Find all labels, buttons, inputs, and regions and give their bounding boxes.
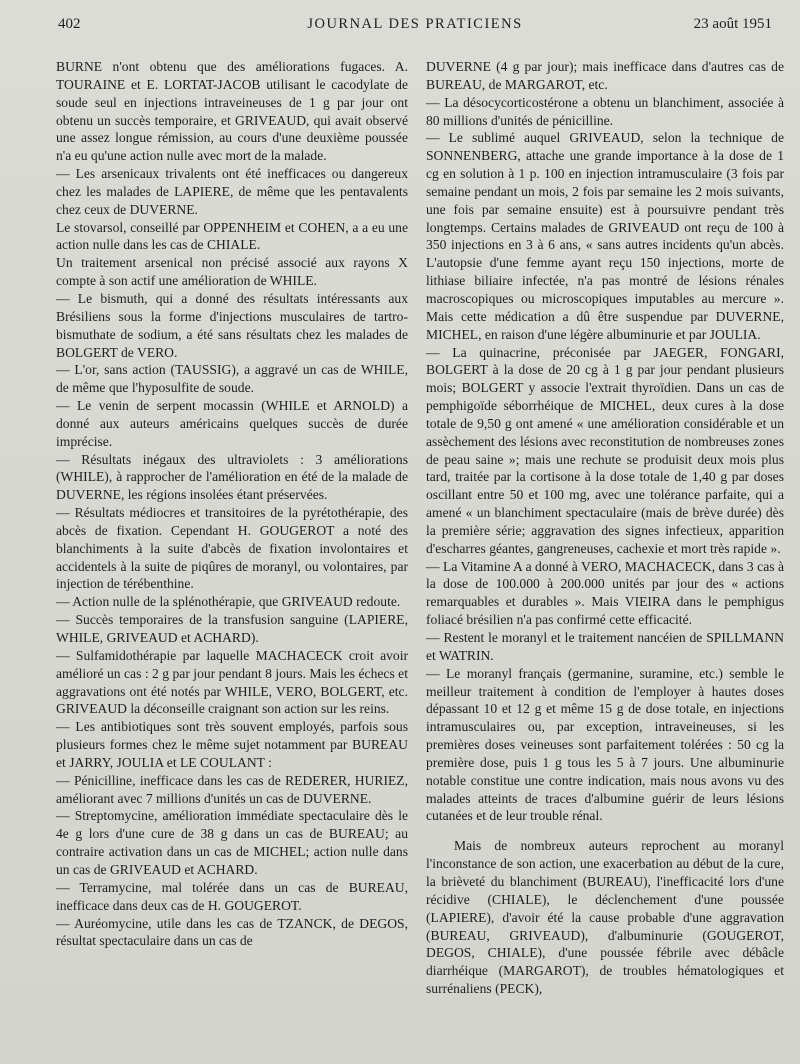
paragraph: — Sulfamidothérapie par laquelle MACHACECK croit avoir amélioré un cas : 2 g par jour pendant 8 jours. Mais les échecs et aggravations ont été notés par WHILE, VERO, BOLGERT, etc. GRIVEAUD la déconseille craignant son action sur les reins. [56, 647, 408, 717]
journal-title: JOURNAL DES PRATICIENS [307, 16, 523, 32]
paragraph: — Résultats médiocres et transitoires de la pyrétothérapie, des abcès de fixation. Cependant H. GOUGEROT a noté des blanchiments à la suite d'abcès de fixation involontaires et accidentels à la suite de piqûres de moranyl, ou volontaires, par injection de térébenthine. [56, 505, 408, 592]
paragraph: — Le venin de serpent mocassin (WHILE et ARNOLD) a donné aux auteurs américains quelques succès de durée imprécise. [56, 398, 408, 449]
paragraph: — Auréomycine, utile dans les cas de TZANCK, de DEGOS, résultat spectaculaire dans un cas de [56, 915, 408, 949]
paragraph: — Le moranyl français (germanine, suramine, etc.) semble le meilleur traitement à condition de l'employer à hautes doses dépassant 10 et 12 g et même 15 g de dose totale, en injections intramusculaires ou, par exception, intraveineuses, si les premières doses veineuses sont parfaitement tolérées : 50 cg la première dose, puis 1 g tous les 5 à 7 jours. Une albuminurie notable constitue une contre indication, mais nous avons vu des malades atteints de traces d'albumine guérir de leurs lésions cutanées et de leur trouble rénal. [426, 665, 784, 824]
page-number: 402 [58, 16, 81, 32]
paragraph: — Terramycine, mal tolérée dans un cas de BUREAU, inefficace dans deux cas de H. GOUGEROT. [56, 879, 408, 913]
paragraph: — Restent le moranyl et le traitement nancéien de SPILLMANN et WATRIN. [426, 630, 784, 663]
paragraph: — Résultats inégaux des ultraviolets : 3 améliorations (WHILE), à rapprocher de l'amélioration en été de la malade de DUVERNE, les régions insolées étant préservées. [56, 451, 408, 503]
paragraph: — Succès temporaires de la transfusion sanguine (LAPIERE, WHILE, GRIVEAUD et ACHARD). [56, 612, 408, 645]
paragraph: — La quinacrine, préconisée par JAEGER, FONGARI, BOLGERT à la dose de 20 cg à 1 g par jour pendant plusieurs mois; BOLGERT y associe l'extrait thyroïdien. Dans un cas de pemphigoïde séborrhéique de MICHEL, deux cures à la dose totale de 9,50 g ont amené « une amélioration considérable et un assèchement des lésions avec reconstitution de nombreuses zones de peau saine »; mais une rechute se produisit deux mois plus tard, traitée par la cortisone à la dose totale de 1,40 g par doses oscillant entre 50 et 100 mg, avec une tolérance parfaite, qui a amené « un blanchiment spectaculaire (mais de brève durée) dès la première série; aggravation des signes infectieux, apparition d'escharres géantes, gangreneuses, cachexie et mort très rapide ». [426, 344, 784, 556]
page-header [58, 14, 772, 38]
paragraph: — Le sublimé auquel GRIVEAUD, selon la technique de SONNENBERG, attache une grande importance à la dose de 1 cg en solution à 1 p. 100 en injection intramusculaire (3 fois par semaine pendant un mois, 2 fois par semaine les 2 mois suivants, une fois par semaine ensuite) est à poursuivre pendant très longtemps. Certains malades de GRIVEAUD ont reçu de 100 à 350 injections en 3 à 6 ans, « sans autres incidents qu'un abcès. L'autopsie d'une femme ayant reçu 150 injections, morte de lithiase biliaire infectée, n'a pas montré de lésions rénales macroscopiques ou microscopiques imputables au mercure ». Mais cette médication a dû être suspendue par DUVERNE, MICHEL, en raison d'une légère albuminurie et par JOULIA. [426, 130, 784, 342]
paragraph: Mais de nombreux auteurs reprochent au moranyl l'inconstance de son action, une exacerbation au début de la cure, la brièveté du blanchiment (BUREAU), l'inefficacité lors d'une récidive (CHIALE), le déclenchement d'une poussée (LAPIERE), d'avoir été la cause probable d'une aggravation (BUREAU, GRIVEAUD), d'albuminurie (GOUGEROT, DEGOS, CHIALE), d'une poussée fébrile avec débâcle diarrhéique (MARGAROT), de troubles hématologiques et surrénaliens (PECK), [426, 838, 784, 997]
paragraph: — Les arsenicaux trivalents ont été inefficaces ou dangereux chez les malades de LAPIERE, de même que les pentavalents chez ceux de DUVERNE. [56, 166, 408, 217]
paragraph: — Streptomycine, amélioration immédiate spectaculaire dès le 4e g lors d'une cure de 38 g dans un cas de BUREAU; au contraire activation dans un cas de MICHEL; action nulle dans un cas de GRIVEAUD et ACHARD. [56, 808, 408, 877]
paragraph: — La Vitamine A a donné à VERO, MACHACECK, dans 3 cas à la dose de 100.000 à 200.000 unités par jour des « actions remarquables et durables ». Mais VIEIRA dans le pemphigus foliacé brésilien n'a pas confirmé cette efficacité. [426, 558, 784, 628]
paragraph: — Action nulle de la splénothérapie, que GRIVEAUD redoute. [56, 594, 401, 610]
paragraph: — Pénicilline, inefficace dans les cas de REDERER, HURIEZ, améliorant avec 7 millions d'unités un cas de DUVERNE. [56, 772, 408, 806]
issue-date: 23 août 1951 [693, 16, 772, 32]
paragraph: — L'or, sans action (TAUSSIG), a aggravé un cas de WHILE, de même que l'hyposulfite de soude. [56, 362, 408, 396]
paragraph: BURNE n'ont obtenu que des améliorations fugaces. A. TOURAINE et E. LORTAT-JACOB utilisant le cacodylate de soude seul en injections intraveineuses de 1 g par jour ont obtenu un succès temporaire, et GRIVEAUD, qui avait observé une assez longue rémission, au cours d'une deuxième poussée n'a eu qu'une action nulle avec mort de la malade. [56, 59, 408, 164]
paragraph: Un traitement arsenical non précisé associé aux rayons X compte à son actif une amélioration de WHILE. [56, 255, 408, 289]
paragraph: DUVERNE (4 g par jour); mais inefficace dans d'autres cas de BUREAU, de MARGAROT, etc. [426, 59, 784, 92]
paragraph: — La désocycorticostérone a obtenu un blanchiment, associée à 80 millions d'unités de pénicilline. [426, 94, 784, 128]
paragraph: Le stovarsol, conseillé par OPPENHEIM et COHEN, a a eu une action nulle dans les cas de CHIALE. [56, 219, 408, 253]
left-column [56, 58, 408, 950]
paragraph: — Le bismuth, qui a donné des résultats intéressants aux Brésiliens sous la forme d'injections musculaires de tartro-bismuthate de sodium, a été sans résultats chez les malades de BOLGERT de VERO. [56, 290, 408, 360]
paragraph: — Les antibiotiques sont très souvent employés, parfois sous plusieurs formes chez le même sujet notamment par BUREAU et JARRY, JOULIA et LE COULANT : [56, 719, 408, 770]
right-column [426, 58, 784, 998]
